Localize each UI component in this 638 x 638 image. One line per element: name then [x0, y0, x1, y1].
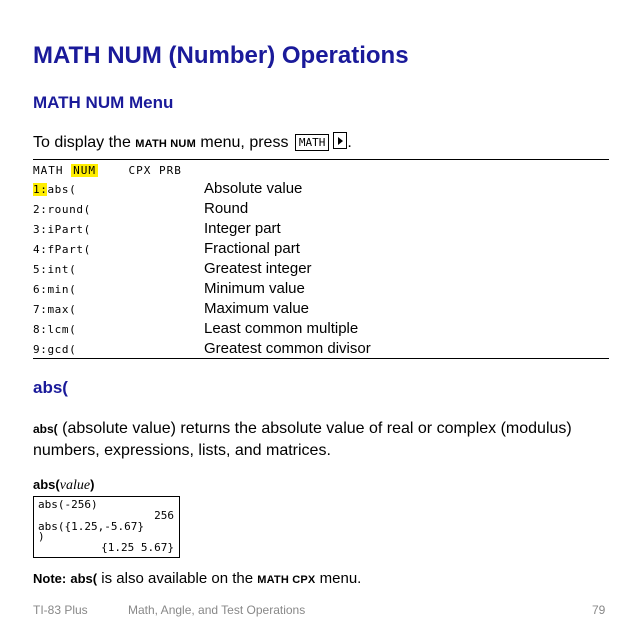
menu-tab-prb: PRB	[159, 164, 182, 177]
intro-text	[33, 132, 352, 152]
footer-page-number: 79	[592, 603, 606, 617]
menu-row-command: iPart(	[47, 223, 91, 236]
menu-subheading: MATH NUM Menu	[33, 93, 174, 112]
menu-header	[33, 164, 182, 177]
note-middle: is also available on the	[97, 570, 258, 587]
menu-row-description: Greatest common divisor	[204, 340, 371, 357]
menu-tab-cpx: CPX	[128, 164, 152, 177]
note-end: menu.	[315, 570, 362, 587]
intro-middle: menu, press	[195, 134, 293, 151]
menu-row	[33, 220, 609, 240]
footer-chapter: Math, Angle, and Test Operations	[128, 603, 306, 617]
right-arrow-key-icon	[333, 132, 347, 149]
menu-row-number: 6:	[33, 283, 48, 296]
menu-tab-num: NUM	[73, 164, 96, 177]
menu-row-number: 4:	[33, 243, 48, 256]
note-label: Note:	[33, 571, 67, 586]
menu-row-code	[33, 283, 76, 296]
syntax-line	[33, 477, 94, 494]
screen-line-5: {1.25 5.67}	[101, 541, 174, 554]
menu-row	[33, 260, 609, 280]
description-text: (absolute value) returns the absolute value of real or complex (modulus) numbers, expressions, lists, and matrices.	[33, 420, 572, 459]
menu-row-number: 9:	[33, 343, 48, 356]
menu-row-command: abs(	[47, 183, 77, 196]
menu-row	[33, 280, 609, 300]
screen-line-2: 256	[154, 509, 174, 522]
syntax-command: abs(	[33, 477, 60, 492]
menu-row-description: Integer part	[204, 220, 281, 237]
menu-row-number: 2:	[33, 203, 48, 216]
menu-row-description: Maximum value	[204, 300, 310, 317]
menu-row-code	[33, 323, 76, 336]
screen-line-1: abs(-256)	[38, 498, 98, 511]
menu-row-number: 3:	[33, 223, 48, 236]
menu-row-description: Absolute value	[204, 180, 303, 197]
menu-row-code	[33, 203, 91, 216]
menu-row-code	[33, 183, 76, 196]
table-top-rule	[33, 159, 609, 160]
calculator-screen	[33, 496, 180, 558]
page-title: MATH NUM (Number) Operations	[33, 42, 409, 69]
menu-row-description: Round	[204, 200, 249, 217]
menu-row	[33, 320, 609, 340]
syntax-argument: value	[59, 478, 91, 493]
syntax-close: )	[90, 477, 95, 492]
screen-line-3: abs({1.25,-5.67}	[38, 520, 144, 533]
menu-row	[33, 200, 609, 220]
menu-row-code	[33, 343, 76, 356]
menu-row-number: 1:	[33, 183, 48, 196]
menu-row-code	[33, 223, 91, 236]
menu-row-command: fPart(	[47, 243, 91, 256]
intro-prefix: To display the	[33, 134, 136, 151]
menu-row-command: gcd(	[47, 343, 77, 356]
menu-row-description: Greatest integer	[204, 260, 312, 277]
menu-tab-math: MATH	[33, 164, 64, 177]
menu-row	[33, 180, 609, 200]
menu-row-number: 8:	[33, 323, 48, 336]
section-heading: abs(	[33, 378, 68, 397]
menu-row-command: int(	[47, 263, 77, 276]
math-key: MATH	[295, 134, 330, 151]
menu-row	[33, 240, 609, 260]
menu-row	[33, 300, 609, 320]
menu-row-command: min(	[47, 283, 77, 296]
menu-row-description: Minimum value	[204, 280, 305, 297]
menu-row-code	[33, 303, 76, 316]
menu-row-number: 5:	[33, 263, 48, 276]
menu-row	[33, 340, 609, 360]
menu-row-description: Least common multiple	[204, 320, 359, 337]
menu-row-code	[33, 243, 91, 256]
table-bottom-rule	[33, 358, 609, 359]
menu-row-command: max(	[47, 303, 77, 316]
menu-row-number: 7:	[33, 303, 48, 316]
footer-product: TI-83 Plus	[33, 603, 88, 617]
description-command: abs(	[33, 422, 58, 436]
menu-row-command: lcm(	[47, 323, 77, 336]
menu-row-code	[33, 263, 76, 276]
note-menu: MATH CPX	[257, 574, 316, 586]
menu-row-description: Fractional part	[204, 240, 300, 257]
description-paragraph	[33, 418, 613, 462]
intro-suffix: .	[347, 134, 352, 151]
intro-menu-name: MATH NUM	[135, 138, 196, 150]
screen-line-4: )	[38, 530, 45, 543]
note-command: abs(	[70, 571, 98, 586]
menu-row-command: round(	[47, 203, 91, 216]
note-line	[33, 570, 361, 587]
